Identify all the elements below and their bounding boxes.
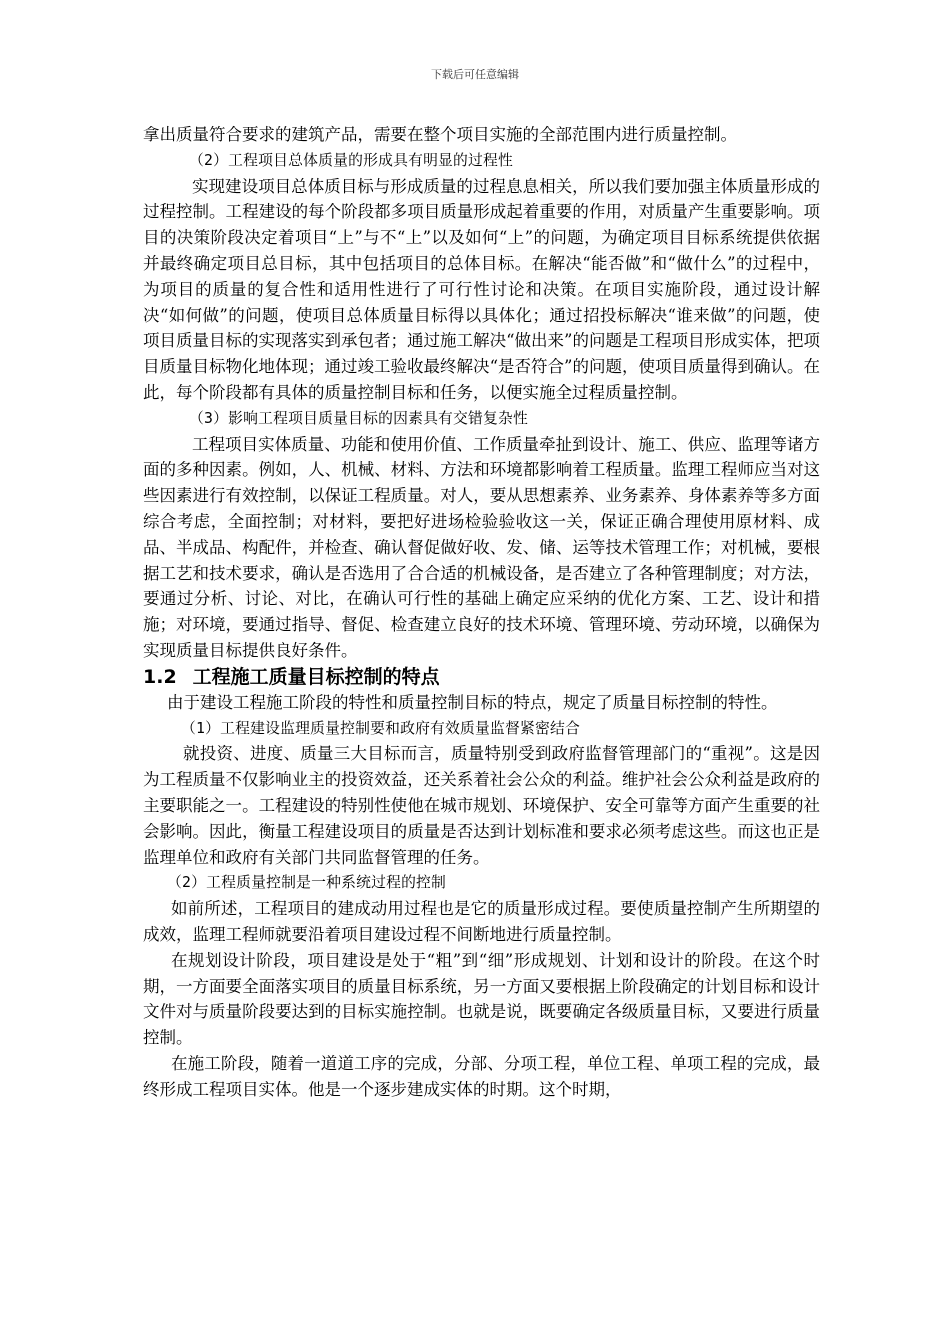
body-paragraph: 就投资、进度、质量三大目标而言，质量特别受到政府监督管理部门的“重视”。这是因为工程质量不仅影响业主的投资效益，还关系着社会公众的利益。维护社会公众利益是政府的主要职能之一。工程建设的特别性使他在城市规划、环境保护、安全可靠等方面产生重要的社会影响。因此，衡量工程建设项目的质量是否达到计划标准和要求必须考虑这些。而这也正是监理单位和政府有关部门共同监督管理的任务。 xyxy=(143,744,820,867)
subsection-heading: （2）工程质量控制是一种系统过程的控制 xyxy=(167,874,447,892)
body-paragraph: 由于建设工程施工阶段的特性和质量控制目标的特点，规定了质量目标控制的特性。 xyxy=(167,692,778,712)
section-title: 工程施工质量目标控制的特点 xyxy=(192,665,440,688)
body-paragraph: 在施工阶段，随着一道道工序的完成，分部、分项工程，单位工程、单项工程的完成，最终形成工程项目实体。他是一个逐步建成实体的时期。这个时期， xyxy=(143,1053,820,1099)
section-heading xyxy=(143,664,820,690)
section-number: 1.2 xyxy=(143,665,177,688)
body-paragraph: 如前所述，工程项目的建成动用过程也是它的质量形成过程。要使质量控制产生所期望的成效，监理工程师就要沿着项目建设过程不间断地进行质量控制。 xyxy=(143,899,820,944)
body-paragraph: 实现建设项目总体质目标与形成质量的过程息息相关，所以我们要加强主体质量形成的过程控制。工程建设的每个阶段都多项目质量形成起着重要的作用，对质量产生重要影响。项目的决策阶段决定着项目“上”与不“上”以及如何“上”的问题，为确定项目目标系统提供依据并最终确定项目总目标，其中包括项目的总体目标。在解决“能否做”和“做什么”的过程中，为项目的质量的复合性和适用性进行了可行性讨论和决策。在项目实施阶段，通过设计解决“如何做”的问题，使项目总体质量目标得以具体化；通过招投标解决“谁来做”的问题，使项目质量目标的实现落实到承包者；通过施工解决“做出来”的问题是工程项目形成实体，把项目质量目标物化地体现；通过竣工验收最终解决“是否符合”的问题，使项目质量得到确认。在此，每个阶段都有具体的质量控制目标和任务，以便实施全过程质量控制。 xyxy=(143,176,820,402)
subsection-heading: （3）影响工程项目质量目标的因素具有交错复杂性 xyxy=(189,409,529,427)
body-paragraph: 工程项目实体质量、功能和使用价值、工作质量牵扯到设计、施工、供应、监理等诸方面的多种因素。例如，人、机械、材料、方法和环境都影响着工程质量。监理工程师应当对这些因素进行有效控制，以保证工程质量。对人，要从思想素养、业务素养、身体素养等多方面综合考虑，全面控制；对材料，要把好进场检验验收这一关，保证正确合理使用原材料、成品、半成品、构配件，并检查、确认督促做好收、发、储、运等技术管理工作；对机械，要根据工艺和技术要求，确认是否选用了合合适的机械设备，是否建立了各种管理制度；对方法，要通过分析、讨论、对比，在确认可行性的基础上确定应采纳的优化方案、工艺、设计和措施；对环境，要通过指导、督促、检查建立良好的技术环境、管理环境、劳动环境，以确保为实现质量目标提供良好条件。 xyxy=(143,434,820,660)
subsection-heading: （2）工程项目总体质量的形成具有明显的过程性 xyxy=(189,151,514,169)
header-watermark: 下载后可任意编辑 xyxy=(431,68,519,81)
subsection-heading: （1）工程建设监理质量控制要和政府有效质量监督紧密结合 xyxy=(181,719,581,737)
body-paragraph: 在规划设计阶段，项目建设是处于“粗”到“细”形成规划、计划和设计的阶段。在这个时期，一方面要全面落实项目的质量目标系统，另一方面又要根据上阶段确定的计划目标和设计文件对与质量阶段要达到的目标实施控制。也就是说，既要确定各级质量目标，又要进行质量控制。 xyxy=(143,950,820,1048)
document-body xyxy=(143,122,820,1102)
body-paragraph: 拿出质量符合要求的建筑产品，需要在整个项目实施的全部范围内进行质量控制。 xyxy=(143,125,737,144)
